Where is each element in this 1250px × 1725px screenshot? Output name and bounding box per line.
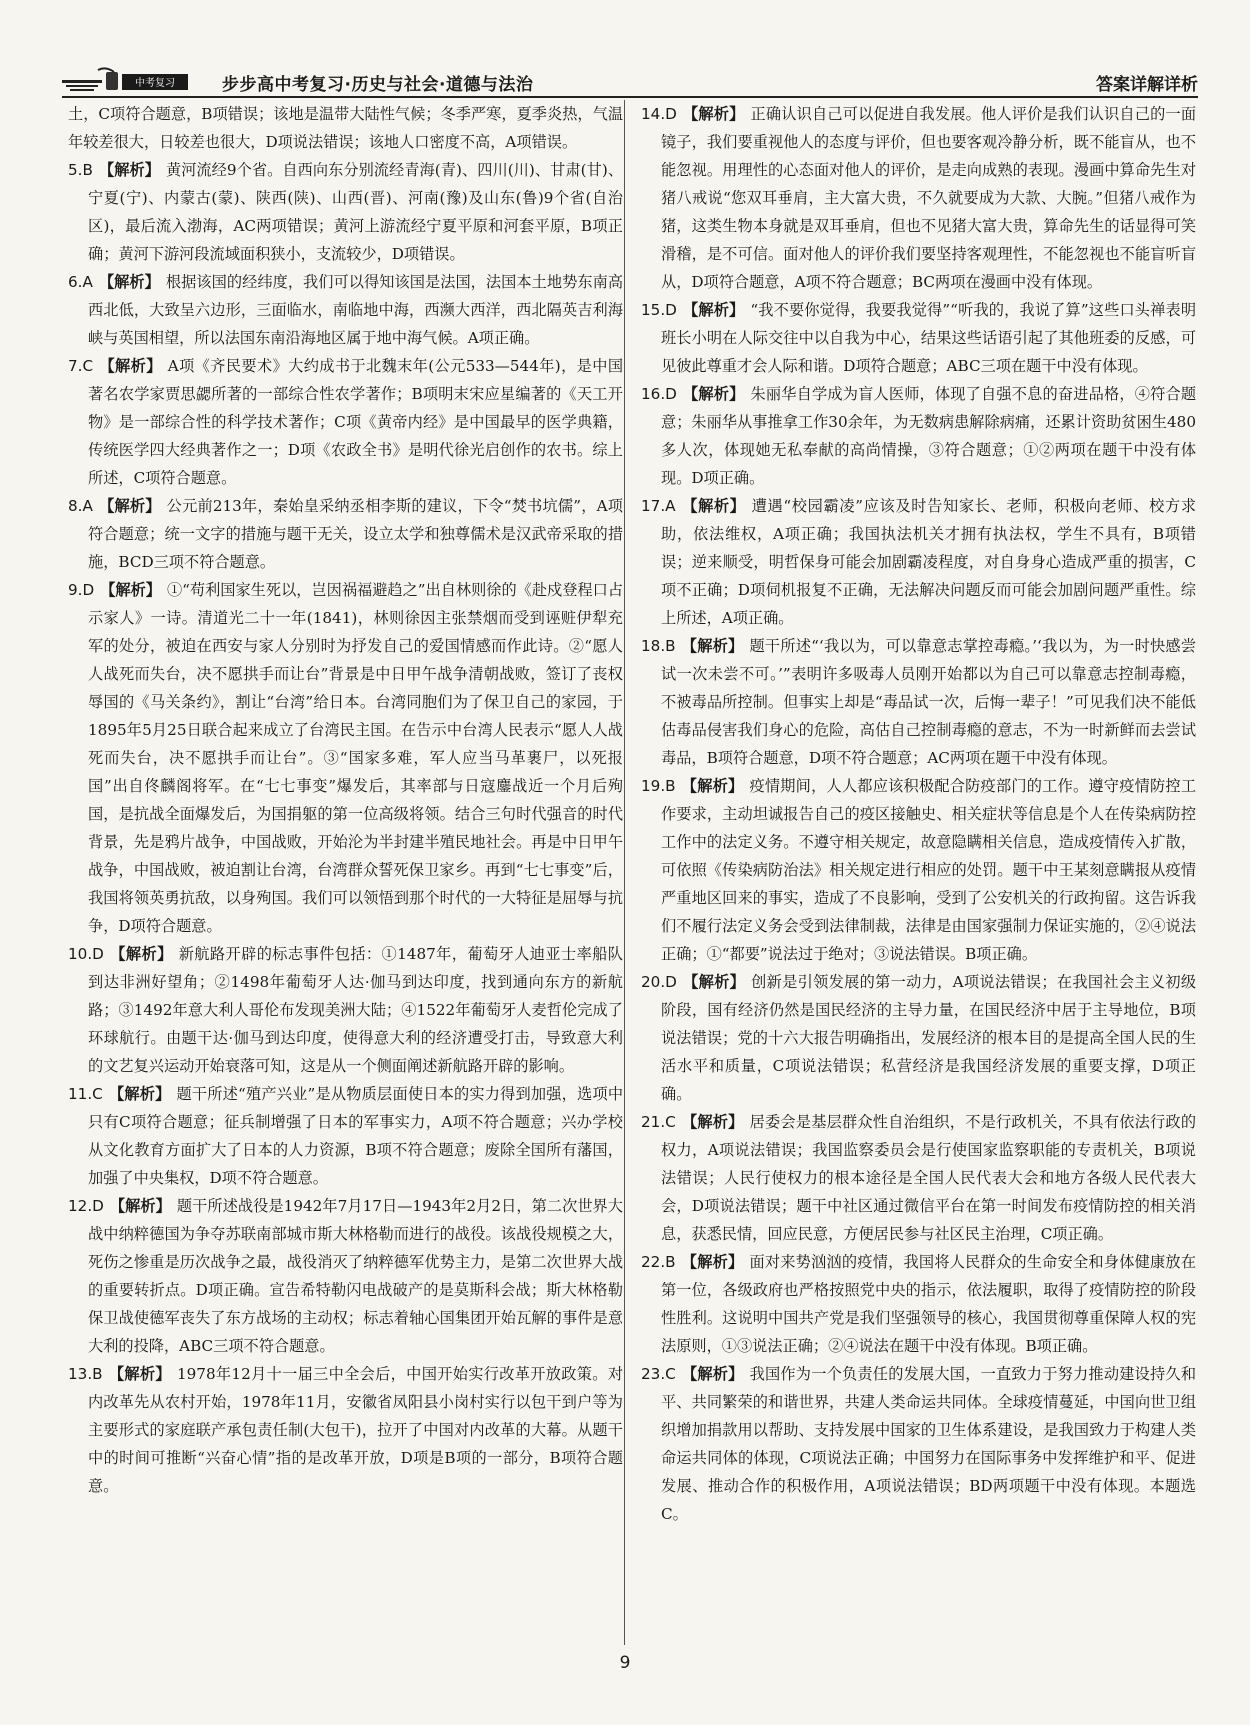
question-number: 22. [641, 1253, 666, 1271]
answer-letter: A [82, 273, 93, 291]
answer-letter: A [82, 497, 93, 515]
answer-entry [641, 1360, 1196, 1528]
section-title: 答案详解详析 [1096, 75, 1198, 95]
analysis-tag: 【解析】 [98, 273, 160, 291]
question-number: 15. [641, 301, 666, 319]
analysis-text: 面对来势汹汹的疫情，我国将人民群众的生命安全和身体健康放在第一位，各级政府也严格按照党中央的指示，依法履职，取得了疫情防控的阶段性胜利。这说明中国共产党是我们坚强领导的核心，我国贯彻尊重保障人权的宪法原则，①③说法正确；②④说法在题干中没有体现。B项正确。 [661, 1253, 1196, 1355]
analysis-text: “我不要你觉得，我要我觉得”“听我的，我说了算”这些口头禅表明班长小明在人际交往中以自我为中心，结果这些话语引起了其他班委的反感，可见彼此尊重才会人际和谐。D项符合题意；ABC三项在题干中没有体现。 [661, 301, 1196, 375]
question-number: 11. [68, 1085, 93, 1103]
analysis-text: 遭遇“校园霸凌”应该及时告知家长、老师，积极向老师、校方求助，依法维权，A项正确；我国执法机关才拥有执法权，学生不具有，B项错误；逆来顺受，明哲保身可能会加剧霸凌程度，对自身身心造成严重的损害，C项不正确；D项伺机报复不正确，无法解决问题反而可能会加剧问题严重性。综上所述，A项正确。 [661, 497, 1196, 627]
answer-letter: C [82, 357, 94, 375]
answer-letter: A [665, 497, 676, 515]
analysis-tag: 【解析】 [681, 777, 744, 795]
page-header [62, 66, 1198, 96]
question-number: 17. [641, 497, 666, 515]
analysis-text: ①“苟利国家生死以，岂因祸福避趋之”出自林则徐的《赴戍登程口占示家人》一诗。清道光二十一年(1841)，林则徐因主张禁烟而受到诬赃伊犁充军的处分，被迫在西安与家人分别时为抒发自己的爱国情感而作此诗。②“愿人人战死而失台，决不愿拱手而让台”背景是中日甲午战争清朝战败，签订了丧权辱国的《马关条约》，割让“台湾”给日本。台湾同胞们为了保卫自己的家园，于1895年5月25日联合起来成立了台湾民主国。在告示中台湾人民表示“愿人人战死而失台，决不愿拱手而让台”。③“国家多难，军人应当马革裹尸，以死报国”出自佟麟阁将军。在“七七事变”爆发后，其率部与日寇鏖战近一个月后殉国，是抗战全面爆发后，为国捐躯的第一位高级将领。结合三句时代强音的时代背景，先是鸦片战争，中国战败，开始沦为半封建半殖民地社会。再是中日甲午战争，中国战败，被迫割让台湾，台湾群众誓死保卫家乡。再到“七七事变”后，我国将领英勇抗敌，以身殉国。我们可以领悟到那个时代的一大特征是屈辱与抗争，D项符合题意。 [88, 581, 623, 935]
answer-letter: D [82, 581, 95, 599]
analysis-text: 新航路开辟的标志事件包括：①1487年，葡萄牙人迪亚士率船队到达非洲好望角；②1498年葡萄牙人达·伽马到达印度，找到通向东方的新航路；③1492年意大利人哥伦布发现美洲大陆；④1522年葡萄牙人麦哲伦完成了环球航行。由题干达·伽马到达印度，使得意大利的经济遭受打击，导致意大利的文艺复兴运动开始衰落可知，这是从一个侧面阐述新航路开辟的影响。 [88, 945, 623, 1075]
question-number: 18. [641, 637, 666, 655]
continuation-text: 土，C项符合题意，B项错误；该地是温带大陆性气候；冬季严寒，夏季炎热，气温年较差很大，日较差也很大，D项说法错误；该地人口密度不高，A项错误。 [68, 105, 623, 151]
answer-letter: C [665, 1113, 676, 1131]
answer-letter: D [92, 1197, 104, 1215]
analysis-tag: 【解析】 [682, 385, 745, 403]
analysis-tag: 【解析】 [98, 161, 160, 179]
question-number: 20. [641, 973, 666, 991]
answer-entry [641, 772, 1196, 968]
question-number: 5. [68, 161, 83, 179]
analysis-tag: 【解析】 [681, 1113, 744, 1131]
question-number: 9. [68, 581, 83, 599]
analysis-text: A项《齐民要术》大约成书于北魏末年(公元533—544年)，是中国著名农学家贾思勰所著的一部综合性农学著作；B项明末宋应星编著的《天工开物》是一部综合性的科学技术著作；C项《黄帝内经》是中国最早的医学典籍，传统医学四大经典著作之一；D项《农政全书》是明代徐光启创作的农书。综上所述，C项符合题意。 [88, 357, 623, 487]
answer-entry [68, 1192, 623, 1360]
analysis-text: 题干所述“‘我以为，可以靠意志掌控毒瘾。’‘我以为，为一时快感尝试一次未尝不可。’”表明许多吸毒人员刚开始都以为自己可以靠意志控制毒瘾，不被毒品所控制。但事实上却是“毒品试一次，后悔一辈子！”可见我们决不能低估毒品侵害我们身心的危险，高估自己控制毒瘾的意志，不为一时新鲜而去尝试毒品，B项符合题意，D项不符合题意；AC两项在题干中没有体现。 [661, 637, 1196, 767]
answer-entry [68, 268, 623, 352]
publisher-logo-icon [62, 66, 188, 94]
analysis-tag: 【解析】 [682, 105, 745, 123]
answer-entry [641, 296, 1196, 380]
answer-entry [68, 576, 623, 940]
answer-letter: B [665, 777, 676, 795]
answer-entry [641, 492, 1196, 632]
analysis-text: 公元前213年，秦始皇采纳丞相李斯的建议，下令“焚书坑儒”，A项符合题意；统一文字的措施与题干无关，设立太学和独尊儒术是汉武帝采取的措施，BCD三项不符合题意。 [88, 497, 623, 571]
analysis-text: 创新是引领发展的第一动力，A项说法错误；在我国社会主义初级阶段，国有经济仍然是国民经济的主导力量，在国民经济中居于主导地位，B项说法错误；党的十六大报告明确指出，发展经济的根本目的是提高全国人民的生活水平和质量，C项说法错误；私营经济是我国经济发展的重要支撑，D项正确。 [661, 973, 1196, 1103]
answer-entry [641, 968, 1196, 1108]
analysis-text: 黄河流经9个省。自西向东分别流经青海(青)、四川(川)、甘肃(甘)、宁夏(宁)、内蒙古(蒙)、陕西(陕)、山西(晋)、河南(豫)及山东(鲁)9个省(自治区)，最后流入渤海，AC两项错误；黄河上游流经宁夏平原和河套平原，B项正确；黄河下游河段流域面积狭小，支流较少，D项错误。 [88, 161, 623, 263]
left-column [68, 100, 623, 1645]
answer-letter: B [82, 161, 93, 179]
analysis-text: 题干所述“殖产兴业”是从物质层面使日本的实力得到加强，选项中只有C项符合题意；征兵制增强了日本的军事实力，A项不符合题意；兴办学校从文化教育方面扩大了日本的人力资源，B项不符合题意；废除全国所有藩国，加强了中央集权，D项不符合题意。 [88, 1085, 623, 1187]
left-answer-list [68, 156, 623, 1500]
analysis-text: 正确认识自己可以促进自我发展。他人评价是我们认识自己的一面镜子，我们要重视他人的态度与评价，但也要客观冷静分析，既不能盲从，也不能忽视。用理性的心态面对他人的评价，是走向成熟的表现。漫画中算命先生对猪八戒说“您双耳垂肩，主大富大贵，不久就要成为大款、大腕。”但猪八戒作为猪，这类生物本身就是双耳垂肩，但也不见猪大富大贵，算命先生的话显得可笑滑稽，是不可信。面对他人的评价我们要坚持客观理性，不能忽视也不能盲听盲从，D项符合题意，A项不符合题意；BC两项在漫画中没有体现。 [661, 105, 1196, 291]
analysis-tag: 【解析】 [681, 1365, 744, 1383]
answer-entry [68, 1080, 623, 1192]
answer-entry [641, 380, 1196, 492]
right-answer-list [641, 100, 1196, 1528]
analysis-tag: 【解析】 [109, 945, 173, 963]
answer-letter: C [92, 1085, 103, 1103]
analysis-text: 我国作为一个负责任的发展大国，一直致力于努力推动建设持久和平、共同繁荣的和谐世界，共建人类命运共同体。全球疫情蔓延，中国向世卫组织增加捐款用以帮助、支持发展中国家的卫生体系建设，是我国致力于构建人类命运共同体的体现，C项说法正确；中国努力在国际事务中发挥维护和平、促进发展、推动合作的积极作用，A项说法错误；BD两项题干中没有体现。本题选C。 [661, 1365, 1196, 1523]
analysis-tag: 【解析】 [99, 357, 162, 375]
answer-entry [641, 1108, 1196, 1248]
answer-entry [68, 156, 623, 268]
answer-entry [68, 1360, 623, 1500]
answer-letter: B [665, 1253, 676, 1271]
answer-letter: C [665, 1365, 676, 1383]
question-number: 8. [68, 497, 83, 515]
analysis-tag: 【解析】 [109, 1197, 171, 1215]
answer-letter: B [665, 637, 676, 655]
header-rule [62, 96, 1198, 98]
answer-letter: D [665, 385, 677, 403]
answer-letter: D [92, 945, 104, 963]
answer-letter: D [665, 105, 677, 123]
question-number: 7. [68, 357, 83, 375]
analysis-text: 根据该国的经纬度，我们可以得知该国是法国，法国本土地势东南高西北低，大致呈六边形，三面临水，南临地中海，西濒大西洋，西北隔英吉利海峡与英国相望，所以法国东南沿海地区属于地中海气候。A项正确。 [88, 273, 623, 347]
analysis-tag: 【解析】 [681, 1253, 744, 1271]
analysis-text: 1978年12月十一届三中全会后，中国开始实行改革开放政策。对内改革先从农村开始，1978年11月，安徽省凤阳县小岗村实行以包干到户等为主要形式的家庭联产承包责任制(大包干)，拉开了中国对内改革的大幕。从题干中的时间可推断“兴奋心情”指的是改革开放，D项是B项的一部分，B项符合题意。 [88, 1365, 623, 1495]
answer-entry [641, 100, 1196, 296]
answer-entry [641, 632, 1196, 772]
question-number: 6. [68, 273, 83, 291]
right-column [641, 100, 1196, 1645]
answer-entry [68, 352, 623, 492]
question-number: 23. [641, 1365, 666, 1383]
question-number: 13. [68, 1365, 93, 1383]
answer-entry [68, 940, 623, 1080]
column-divider [624, 100, 625, 1645]
analysis-tag: 【解析】 [98, 497, 161, 515]
answer-letter: B [92, 1365, 103, 1383]
analysis-tag: 【解析】 [108, 1365, 171, 1383]
analysis-text: 疫情期间，人人都应该积极配合防疫部门的工作。遵守疫情防控工作要求，主动坦诚报告自己的疫区接触史、相关症状等信息是个人在传染病防控工作中的法定义务。不遵守相关规定，故意隐瞒相关信息，造成疫情传入扩散，可依照《传染病防治法》相关规定进行相应的处罚。题干中王某刻意瞒报从疫情严重地区回来的事实，造成了不良影响，受到了公安机关的行政拘留。这告诉我们不履行法定义务会受到法律制裁，法律是由国家强制力保证实施的，②④说法正确；①“都要”说法过于绝对；③说法错误。B项正确。 [661, 777, 1196, 963]
analysis-tag: 【解析】 [108, 1085, 171, 1103]
analysis-tag: 【解析】 [682, 973, 746, 991]
question-number: 16. [641, 385, 666, 403]
analysis-tag: 【解析】 [682, 301, 745, 319]
analysis-text: 朱丽华自学成为盲人医师，体现了自强不息的奋进品格，④符合题意；朱丽华从事推拿工作30余年，为无数病患解除病痛，还累计资助贫困生480多人次，体现她无私奉献的高尚情操，③符合题意；①②两项在题干中没有体现。D项正确。 [661, 385, 1196, 487]
analysis-text: 居委会是基层群众性自治组织，不是行政机关，不具有依法行政的权力，A项说法错误；我国监察委员会是行使国家监察职能的专责机关，B项说法错误；人民行使权力的根本途径是全国人民代表大会和地方各级人民代表大会，D项说法错误；题干中社区通过微信平台在第一时间发布疫情防控的相关消息，获悉民情，回应民意，方便居民参与社区民主治理，C项正确。 [661, 1113, 1196, 1243]
logo-label: 中考复习 [135, 78, 175, 89]
series-title: 步步高中考复习·历史与社会·道德与法治 [222, 75, 534, 95]
page-number: 9 [619, 1653, 631, 1673]
answer-entry [641, 1248, 1196, 1360]
answer-letter: D [665, 973, 677, 991]
question-number: 14. [641, 105, 666, 123]
question-number: 21. [641, 1113, 666, 1131]
question-number: 19. [641, 777, 666, 795]
question-number: 10. [68, 945, 93, 963]
analysis-tag: 【解析】 [681, 497, 746, 515]
analysis-text: 题干所述战役是1942年7月17日—1943年2月2日，第二次世界大战中纳粹德国为争夺苏联南部城市斯大林格勒而进行的战役。该战役规模之大，死伤之惨重是历次战争之最，战役消灭了纳粹德军优势主力，是第二次世界大战的重要转折点。D项正确。宣告希特勒闪电战破产的是莫斯科会战；斯大林格勒保卫战使德军丧失了东方战场的主动权；标志着轴心国集团开始瓦解的事件是意大利的投降，ABC三项不符合题意。 [88, 1197, 623, 1355]
answer-entry [68, 492, 623, 576]
analysis-tag: 【解析】 [100, 581, 161, 599]
question-number: 12. [68, 1197, 93, 1215]
analysis-tag: 【解析】 [681, 637, 744, 655]
answer-letter: D [665, 301, 677, 319]
